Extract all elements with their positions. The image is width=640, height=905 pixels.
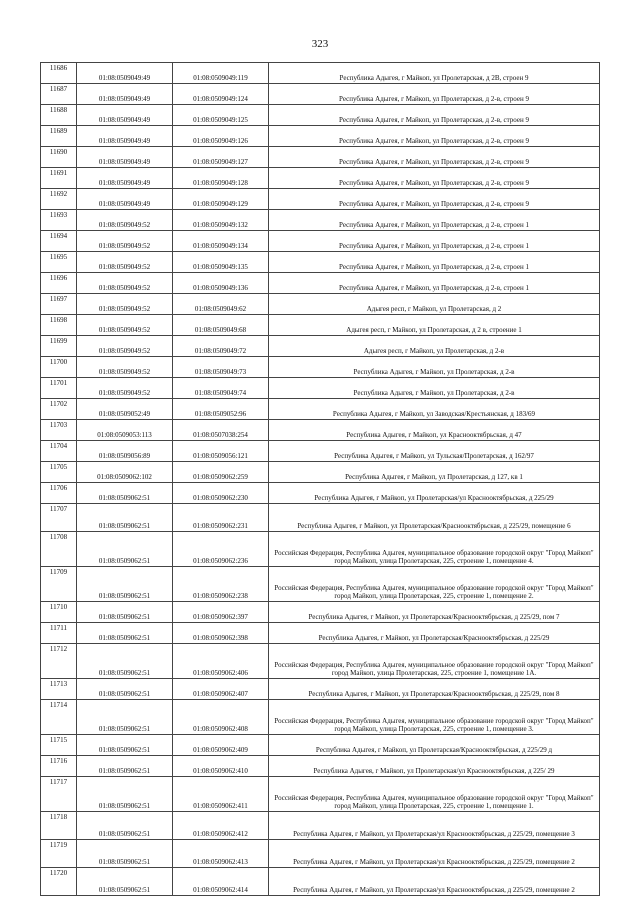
row-number: 11709 — [41, 567, 77, 602]
object-address: Республика Адыгея, г Майкоп, ул Пролетарская, д 2В, строен 9 — [269, 63, 600, 84]
row-number: 11687 — [41, 84, 77, 105]
object-address: Республика Адыгея, г Майкоп, ул Заводская/Крестьянская, д 183/69 — [269, 399, 600, 420]
row-number: 11701 — [41, 378, 77, 399]
parcel-cadastral-number: 01:08:0509049:49 — [77, 126, 173, 147]
parcel-cadastral-number: 01:08:0509049:52 — [77, 294, 173, 315]
parcel-cadastral-number: 01:08:0509062:51 — [77, 602, 173, 623]
registry-table — [40, 62, 600, 896]
object-address: Республика Адыгея, г Майкоп, ул Пролетарская, д 2-в, строен 9 — [269, 84, 600, 105]
table-row — [41, 868, 600, 896]
object-cadastral-number: 01:08:0507038:254 — [173, 420, 269, 441]
parcel-cadastral-number: 01:08:0509049:52 — [77, 378, 173, 399]
parcel-cadastral-number: 01:08:0509053:113 — [77, 420, 173, 441]
table-row — [41, 252, 600, 273]
table-row — [41, 147, 600, 168]
table-row — [41, 399, 600, 420]
object-address: Российская Федерация, Республика Адыгея, муниципальное образование городской округ "Город Майкоп" город Майкоп, улица Пролетарская, 225, строение 1, помещение 3. — [269, 700, 600, 735]
parcel-cadastral-number: 01:08:0509049:49 — [77, 168, 173, 189]
object-address: Российская Федерация, Республика Адыгея, муниципальное образование городской округ "Город Майкоп" город Майкоп, улица Пролетарская, 225, строение 1, помещение 1А. — [269, 644, 600, 679]
table-row — [41, 441, 600, 462]
parcel-cadastral-number: 01:08:0509062:51 — [77, 868, 173, 896]
object-address: Республика Адыгея, г Майкоп, ул Пролетарская, д 2-в, строен 9 — [269, 126, 600, 147]
table-row — [41, 504, 600, 532]
parcel-cadastral-number: 01:08:0509049:52 — [77, 231, 173, 252]
parcel-cadastral-number: 01:08:0509049:49 — [77, 105, 173, 126]
object-cadastral-number: 01:08:0509062:236 — [173, 532, 269, 567]
row-number: 11715 — [41, 735, 77, 756]
parcel-cadastral-number: 01:08:0509052:49 — [77, 399, 173, 420]
table-row — [41, 756, 600, 777]
parcel-cadastral-number: 01:08:0509049:49 — [77, 84, 173, 105]
object-cadastral-number: 01:08:0509049:134 — [173, 231, 269, 252]
object-cadastral-number: 01:08:0509049:68 — [173, 315, 269, 336]
table-row — [41, 623, 600, 644]
object-cadastral-number: 01:08:0509062:406 — [173, 644, 269, 679]
table-row — [41, 168, 600, 189]
parcel-cadastral-number: 01:08:0509062:102 — [77, 462, 173, 483]
row-number: 11697 — [41, 294, 77, 315]
parcel-cadastral-number: 01:08:0509049:52 — [77, 252, 173, 273]
row-number: 11705 — [41, 462, 77, 483]
row-number: 11689 — [41, 126, 77, 147]
parcel-cadastral-number: 01:08:0509062:51 — [77, 840, 173, 868]
row-number: 11713 — [41, 679, 77, 700]
row-number: 11710 — [41, 602, 77, 623]
object-cadastral-number: 01:08:0509049:124 — [173, 84, 269, 105]
object-address: Российская Федерация, Республика Адыгея, муниципальное образование городской округ "Город Майкоп" город Майкоп, улица Пролетарская, 225, строение 1, помещение 1. — [269, 777, 600, 812]
row-number: 11712 — [41, 644, 77, 679]
row-number: 11707 — [41, 504, 77, 532]
row-number: 11714 — [41, 700, 77, 735]
object-cadastral-number: 01:08:0509062:413 — [173, 840, 269, 868]
object-address: Республика Адыгея, г Майкоп, ул Пролетарская, д 2-в — [269, 378, 600, 399]
object-cadastral-number: 01:08:0509049:126 — [173, 126, 269, 147]
parcel-cadastral-number: 01:08:0509062:51 — [77, 756, 173, 777]
object-address: Республика Адыгея, г Майкоп, ул Пролетарская/ул Краснооктябрьская, д 225/29, помещение 2 — [269, 868, 600, 896]
parcel-cadastral-number: 01:08:0509062:51 — [77, 623, 173, 644]
object-cadastral-number: 01:08:0509049:136 — [173, 273, 269, 294]
parcel-cadastral-number: 01:08:0509049:52 — [77, 336, 173, 357]
parcel-cadastral-number: 01:08:0509062:51 — [77, 812, 173, 840]
table-row — [41, 189, 600, 210]
object-cadastral-number: 01:08:0509049:119 — [173, 63, 269, 84]
object-cadastral-number: 01:08:0509062:230 — [173, 483, 269, 504]
parcel-cadastral-number: 01:08:0509049:49 — [77, 63, 173, 84]
table-row — [41, 567, 600, 602]
object-address: Республика Адыгея, г Майкоп, ул Пролетарская, д 2-в, строен 1 — [269, 273, 600, 294]
object-address: Республика Адыгея, г Майкоп, ул Пролетарская/ул Краснооктябрьская, д 225/ 29 — [269, 756, 600, 777]
object-address: Российская Федерация, Республика Адыгея, муниципальное образование городской округ "Город Майкоп" город Майкоп, улица Пролетарская, 225, строение 1, помещение 4. — [269, 532, 600, 567]
table-row — [41, 273, 600, 294]
row-number: 11708 — [41, 532, 77, 567]
object-cadastral-number: 01:08:0509056:121 — [173, 441, 269, 462]
table-row — [41, 700, 600, 735]
object-address: Российская Федерация, Республика Адыгея, муниципальное образование городской округ "Город Майкоп" город Майкоп, улица Пролетарская, 225, строение 1, помещение 2. — [269, 567, 600, 602]
table-row — [41, 294, 600, 315]
object-address: Республика Адыгея, г Майкоп, ул Пролетарская, д 2-в, строен 1 — [269, 210, 600, 231]
parcel-cadastral-number: 01:08:0509062:51 — [77, 504, 173, 532]
table-row — [41, 105, 600, 126]
row-number: 11688 — [41, 105, 77, 126]
parcel-cadastral-number: 01:08:0509049:49 — [77, 189, 173, 210]
table-row — [41, 735, 600, 756]
parcel-cadastral-number: 01:08:0509049:52 — [77, 315, 173, 336]
parcel-cadastral-number: 01:08:0509062:51 — [77, 679, 173, 700]
object-cadastral-number: 01:08:0509062:398 — [173, 623, 269, 644]
object-cadastral-number: 01:08:0509049:127 — [173, 147, 269, 168]
table-row — [41, 357, 600, 378]
row-number: 11691 — [41, 168, 77, 189]
row-number: 11718 — [41, 812, 77, 840]
row-number: 11716 — [41, 756, 77, 777]
table-row — [41, 483, 600, 504]
row-number: 11717 — [41, 777, 77, 812]
table-row — [41, 315, 600, 336]
row-number: 11719 — [41, 840, 77, 868]
parcel-cadastral-number: 01:08:0509049:52 — [77, 210, 173, 231]
table-row — [41, 210, 600, 231]
table-row — [41, 378, 600, 399]
object-cadastral-number: 01:08:0509062:238 — [173, 567, 269, 602]
object-address: Республика Адыгея, г Майкоп, ул Пролетарская, д 127, кв 1 — [269, 462, 600, 483]
object-cadastral-number: 01:08:0509062:411 — [173, 777, 269, 812]
object-cadastral-number: 01:08:0509049:132 — [173, 210, 269, 231]
parcel-cadastral-number: 01:08:0509062:51 — [77, 700, 173, 735]
object-cadastral-number: 01:08:0509049:125 — [173, 105, 269, 126]
object-cadastral-number: 01:08:0509049:129 — [173, 189, 269, 210]
row-number: 11696 — [41, 273, 77, 294]
object-address: Республика Адыгея, г Майкоп, ул Пролетарская, д 2-в, строен 9 — [269, 168, 600, 189]
table-row — [41, 63, 600, 84]
row-number: 11692 — [41, 189, 77, 210]
object-cadastral-number: 01:08:0509062:412 — [173, 812, 269, 840]
object-address: Адыгея респ, г Майкоп, ул Пролетарская, д 2-в — [269, 336, 600, 357]
object-cadastral-number: 01:08:0509062:231 — [173, 504, 269, 532]
table-row — [41, 462, 600, 483]
object-address: Республика Адыгея, г Майкоп, ул Краснооктябрьская, д 47 — [269, 420, 600, 441]
parcel-cadastral-number: 01:08:0509056:89 — [77, 441, 173, 462]
parcel-cadastral-number: 01:08:0509062:51 — [77, 735, 173, 756]
parcel-cadastral-number: 01:08:0509049:52 — [77, 273, 173, 294]
object-address: Республика Адыгея, г Майкоп, ул Пролетарская, д 2-в — [269, 357, 600, 378]
parcel-cadastral-number: 01:08:0509062:51 — [77, 532, 173, 567]
table-row — [41, 126, 600, 147]
row-number: 11711 — [41, 623, 77, 644]
object-address: Республика Адыгея, г Майкоп, ул Пролетарская/Краснооктябрьская, д 225/29 д — [269, 735, 600, 756]
table-row — [41, 84, 600, 105]
object-address: Республика Адыгея, г Майкоп, ул Пролетарская/Краснооктябрьская, д 225/29, помещение 6 — [269, 504, 600, 532]
object-address: Республика Адыгея, г Майкоп, ул Пролетарская/ул Краснооктябрьская, д 225/29, помещение 2 — [269, 840, 600, 868]
object-address: Республика Адыгея, г Майкоп, ул Пролетарская/ул Краснооктябрьская, д 225/29 — [269, 483, 600, 504]
table-row — [41, 602, 600, 623]
object-cadastral-number: 01:08:0509049:74 — [173, 378, 269, 399]
table-row — [41, 231, 600, 252]
object-cadastral-number: 01:08:0509062:259 — [173, 462, 269, 483]
object-cadastral-number: 01:08:0509049:62 — [173, 294, 269, 315]
object-cadastral-number: 01:08:0509062:407 — [173, 679, 269, 700]
object-cadastral-number: 01:08:0509049:72 — [173, 336, 269, 357]
table-row — [41, 336, 600, 357]
object-cadastral-number: 01:08:0509062:414 — [173, 868, 269, 896]
object-cadastral-number: 01:08:0509062:410 — [173, 756, 269, 777]
parcel-cadastral-number: 01:08:0509062:51 — [77, 777, 173, 812]
object-address: Республика Адыгея, г Майкоп, ул Тульская/Пролетарская, д 162/97 — [269, 441, 600, 462]
object-address: Республика Адыгея, г Майкоп, ул Пролетарская, д 2-в, строен 1 — [269, 252, 600, 273]
object-address: Республика Адыгея, г Майкоп, ул Пролетарская, д 2-в, строен 9 — [269, 147, 600, 168]
parcel-cadastral-number: 01:08:0509062:51 — [77, 483, 173, 504]
table-row — [41, 644, 600, 679]
table-row — [41, 420, 600, 441]
parcel-cadastral-number: 01:08:0509062:51 — [77, 644, 173, 679]
registry-table-body — [41, 63, 600, 896]
row-number: 11693 — [41, 210, 77, 231]
object-cadastral-number: 01:08:0509049:135 — [173, 252, 269, 273]
object-address: Республика Адыгея, г Майкоп, ул Пролетарская, д 2-в, строен 9 — [269, 189, 600, 210]
object-address: Республика Адыгея, г Майкоп, ул Пролетарская, д 2-в, строен 9 — [269, 105, 600, 126]
row-number: 11699 — [41, 336, 77, 357]
row-number: 11706 — [41, 483, 77, 504]
parcel-cadastral-number: 01:08:0509062:51 — [77, 567, 173, 602]
page-number: 323 — [311, 38, 329, 50]
object-cadastral-number: 01:08:0509052:96 — [173, 399, 269, 420]
object-cadastral-number: 01:08:0509049:73 — [173, 357, 269, 378]
parcel-cadastral-number: 01:08:0509049:49 — [77, 147, 173, 168]
object-address: Республика Адыгея, г Майкоп, ул Пролетарская/Краснооктябрьская, д 225/29, пом 8 — [269, 679, 600, 700]
row-number: 11720 — [41, 868, 77, 896]
table-row — [41, 532, 600, 567]
row-number: 11686 — [41, 63, 77, 84]
row-number: 11698 — [41, 315, 77, 336]
object-cadastral-number: 01:08:0509062:408 — [173, 700, 269, 735]
object-cadastral-number: 01:08:0509049:128 — [173, 168, 269, 189]
object-address: Республика Адыгея, г Майкоп, ул Пролетарская, д 2-в, строен 1 — [269, 231, 600, 252]
object-cadastral-number: 01:08:0509062:409 — [173, 735, 269, 756]
row-number: 11690 — [41, 147, 77, 168]
object-address: Республика Адыгея, г Майкоп, ул Пролетарская/Краснооктябрьская, д 225/29, пом 7 — [269, 602, 600, 623]
table-row — [41, 777, 600, 812]
row-number: 11695 — [41, 252, 77, 273]
object-cadastral-number: 01:08:0509062:397 — [173, 602, 269, 623]
row-number: 11702 — [41, 399, 77, 420]
object-address: Адыгея респ, г Майкоп, ул Пролетарская, д 2 в, строение 1 — [269, 315, 600, 336]
table-row — [41, 840, 600, 868]
object-address: Республика Адыгея, г Майкоп, ул Пролетарская/Краснооктябрьская, д 225/29 — [269, 623, 600, 644]
object-address: Республика Адыгея, г Майкоп, ул Пролетарская/ул Краснооктябрьская, д 225/29, помещение 3 — [269, 812, 600, 840]
row-number: 11704 — [41, 441, 77, 462]
table-row — [41, 679, 600, 700]
row-number: 11700 — [41, 357, 77, 378]
row-number: 11703 — [41, 420, 77, 441]
object-address: Адыгея респ, г Майкоп, ул Пролетарская, д 2 — [269, 294, 600, 315]
table-row — [41, 812, 600, 840]
row-number: 11694 — [41, 231, 77, 252]
parcel-cadastral-number: 01:08:0509049:52 — [77, 357, 173, 378]
